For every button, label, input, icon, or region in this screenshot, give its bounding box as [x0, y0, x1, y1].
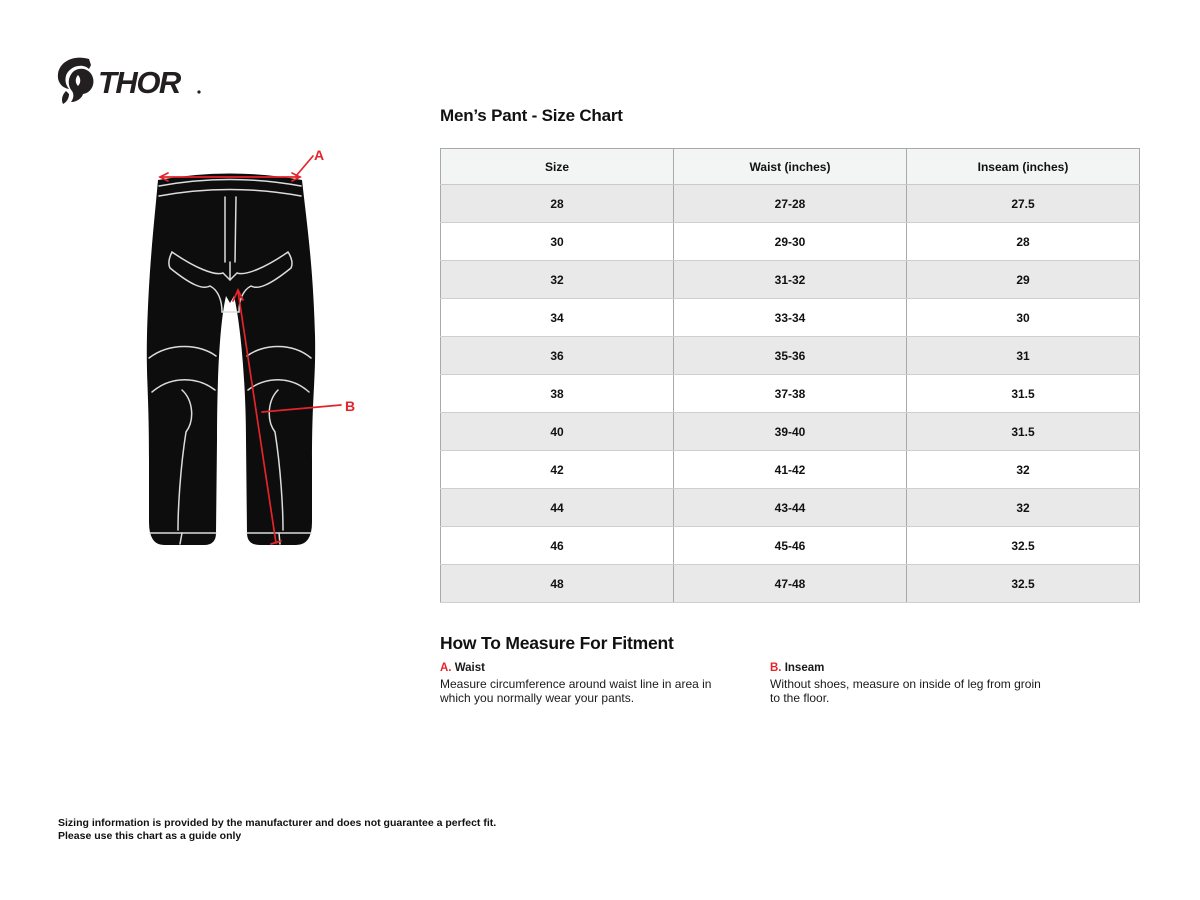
column-header-inseam: Inseam (inches) [907, 149, 1140, 185]
size-table-body [441, 185, 1140, 603]
measure-inseam-text: Without shoes, measure on inside of leg from groin to the floor. [770, 676, 1041, 705]
measure-inseam-block [770, 661, 1050, 706]
table-cell: 44 [441, 489, 674, 527]
thor-logo [56, 57, 206, 105]
table-cell: 32 [907, 451, 1140, 489]
measure-waist-letter: A. [440, 662, 452, 674]
table-cell: 46 [441, 527, 674, 565]
table-cell: 32.5 [907, 527, 1140, 565]
pant-silhouette [147, 174, 315, 546]
table-cell: 31.5 [907, 375, 1140, 413]
table-cell: 36 [441, 337, 674, 375]
measure-section-title: How To Measure For Fitment [440, 633, 674, 653]
table-cell: 27-28 [674, 185, 907, 223]
table-cell: 31 [907, 337, 1140, 375]
measure-waist-name: Waist [454, 662, 485, 674]
table-cell: 41-42 [674, 451, 907, 489]
diagram-label-b: B [345, 398, 356, 414]
table-cell: 27.5 [907, 185, 1140, 223]
column-header-waist: Waist (inches) [674, 149, 907, 185]
size-table [440, 148, 1140, 603]
table-row [441, 223, 1140, 261]
table-cell: 37-38 [674, 375, 907, 413]
table-cell: 31-32 [674, 261, 907, 299]
table-row [441, 299, 1140, 337]
table-cell: 32.5 [907, 565, 1140, 603]
disclaimer-line-1: Sizing information is provided by the manufacturer and does not guarantee a perfect fit. [58, 817, 497, 829]
table-row [441, 375, 1140, 413]
table-cell: 30 [907, 299, 1140, 337]
table-row [441, 185, 1140, 223]
table-row [441, 337, 1140, 375]
table-cell: 45-46 [674, 527, 907, 565]
table-cell: 28 [441, 185, 674, 223]
table-cell: 29-30 [674, 223, 907, 261]
table-cell: 33-34 [674, 299, 907, 337]
page-title: Men’s Pant - Size Chart [440, 106, 623, 125]
pants-diagram [120, 130, 380, 600]
disclaimer [58, 817, 496, 844]
table-row [441, 489, 1140, 527]
table-cell: 32 [907, 489, 1140, 527]
table-cell: 30 [441, 223, 674, 261]
measure-waist-text: Measure circumference around waist line in area in which you normally wear your pants. [440, 676, 712, 705]
table-row [441, 451, 1140, 489]
table-cell: 32 [441, 261, 674, 299]
measure-inseam-name: Inseam [784, 662, 825, 674]
thor-goat-icon [58, 58, 94, 104]
diagram-label-a: A [314, 147, 325, 163]
table-cell: 31.5 [907, 413, 1140, 451]
label-a-pointer [296, 156, 313, 176]
table-cell: 42 [441, 451, 674, 489]
table-cell: 48 [441, 565, 674, 603]
measure-inseam-label [770, 661, 1050, 676]
table-cell: 43-44 [674, 489, 907, 527]
table-cell: 39-40 [674, 413, 907, 451]
table-cell: 29 [907, 261, 1140, 299]
table-row [441, 261, 1140, 299]
table-row [441, 565, 1140, 603]
table-cell: 35-36 [674, 337, 907, 375]
measure-inseam-letter: B. [770, 662, 782, 674]
table-cell: 47-48 [674, 565, 907, 603]
size-table-header [441, 149, 1140, 185]
table-cell: 38 [441, 375, 674, 413]
measure-waist-block [440, 661, 732, 706]
table-cell: 40 [441, 413, 674, 451]
table-row [441, 413, 1140, 451]
table-cell: 28 [907, 223, 1140, 261]
column-header-size: Size [441, 149, 674, 185]
header-row [441, 149, 1140, 185]
disclaimer-line-2: Please use this chart as a guide only [58, 830, 242, 843]
thor-logo-text: THOR [98, 65, 180, 100]
table-cell: 34 [441, 299, 674, 337]
table-row [441, 527, 1140, 565]
trademark-dot [197, 90, 200, 93]
measure-waist-label [440, 661, 732, 676]
